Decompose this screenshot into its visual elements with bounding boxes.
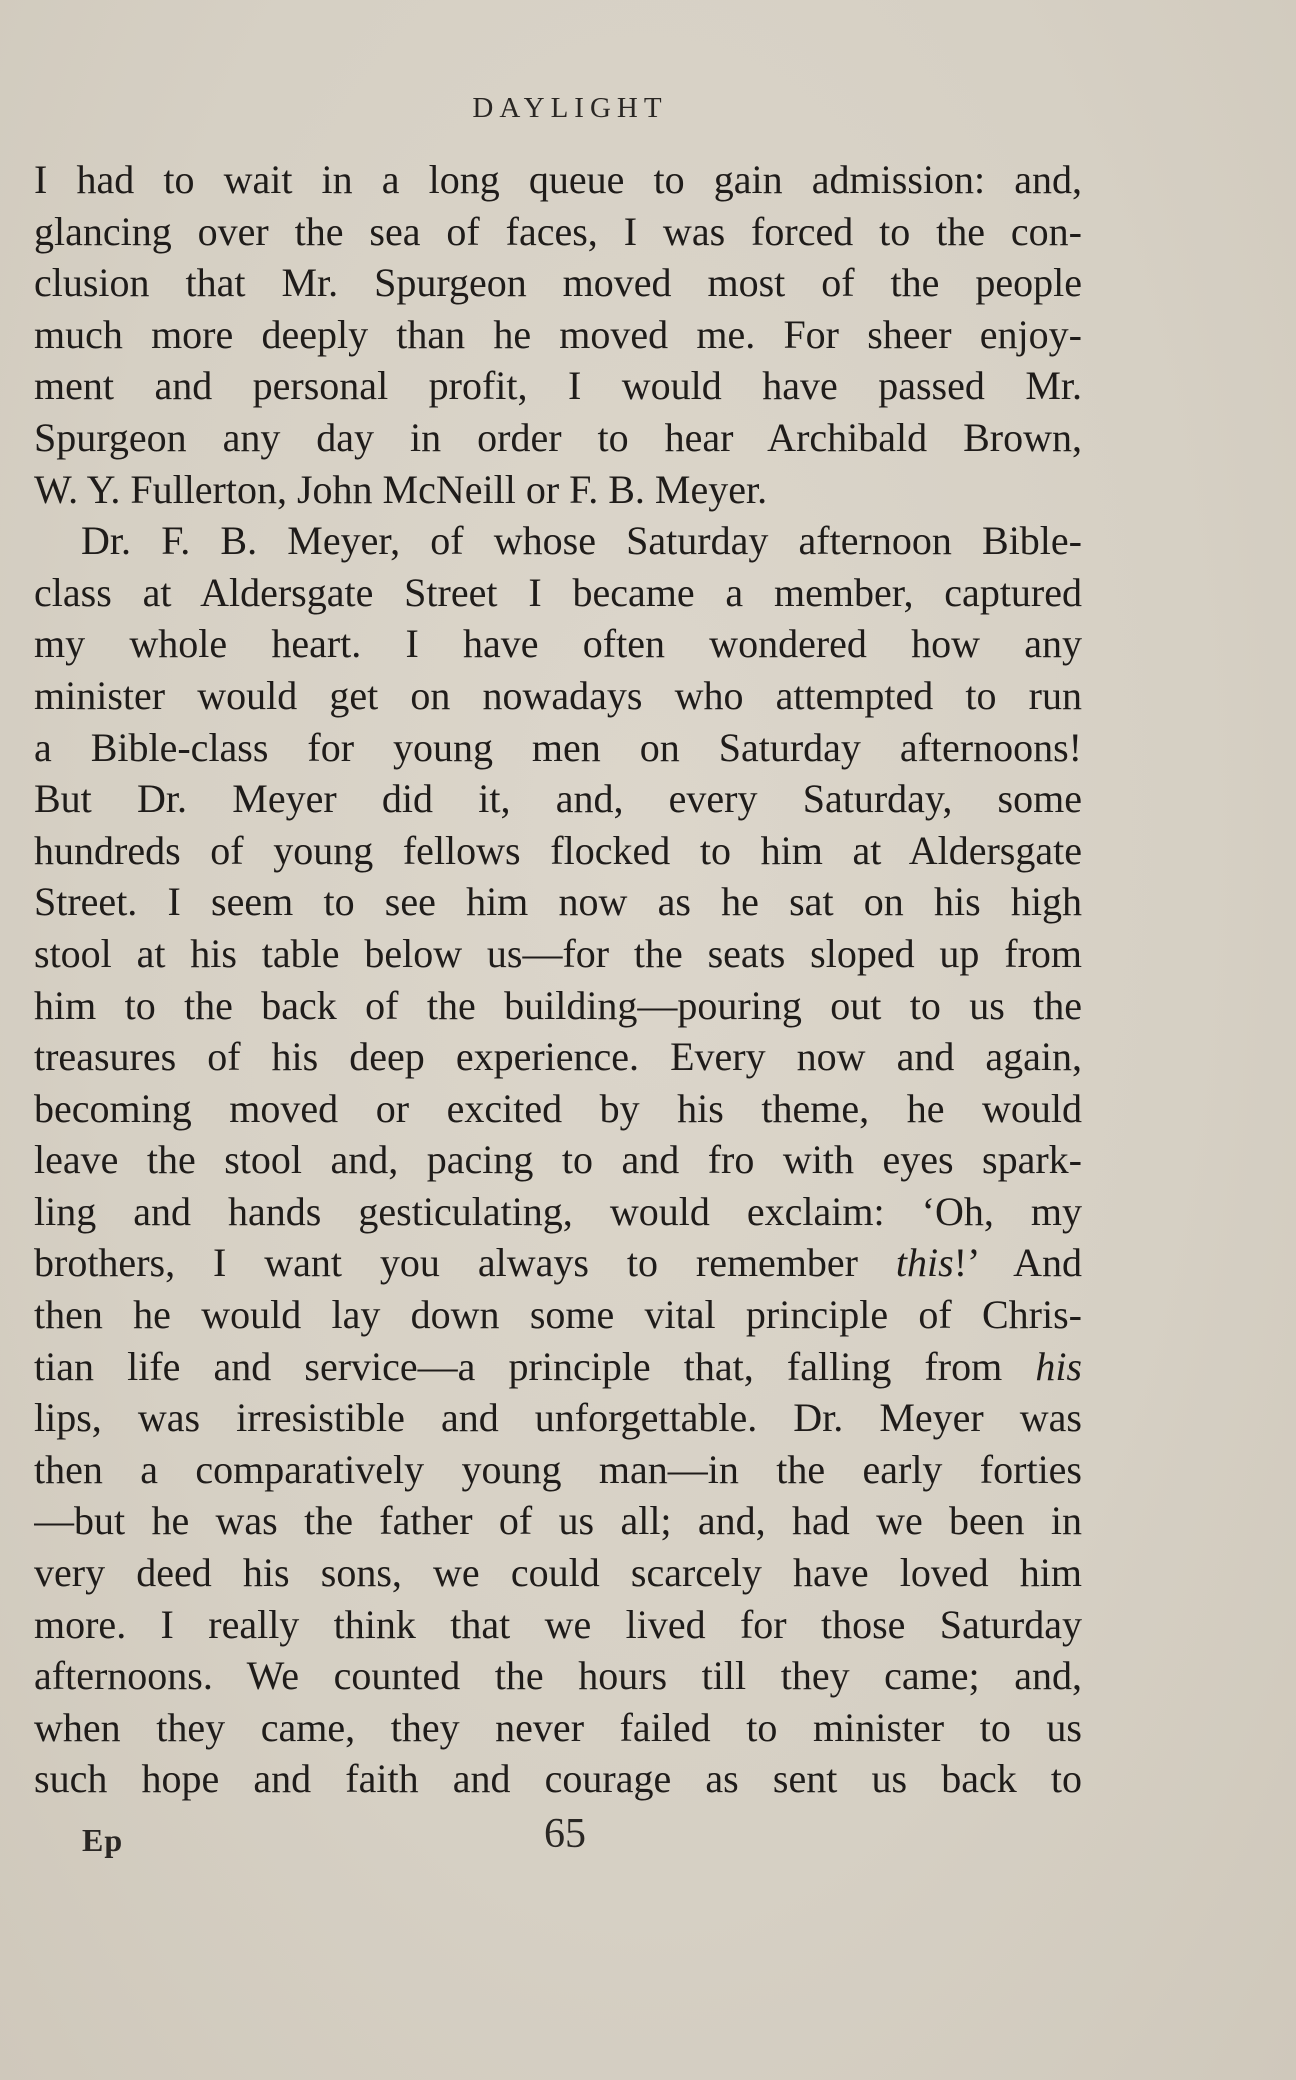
running-head: DAYLIGHT	[472, 92, 668, 124]
text-line: very deed his sons, we could scarcely have loved him	[34, 1550, 1082, 1596]
text-line: a Bible-class for young men on Saturday afternoons!	[34, 724, 1082, 770]
text-line: —but he was the father of us all; and, had we been in	[34, 1498, 1082, 1544]
text-line: becoming moved or excited by his theme, he would	[34, 1085, 1082, 1131]
text-line: treasures of his deep experience. Every now and again,	[34, 1034, 1082, 1080]
page-number: 65	[544, 1811, 586, 1857]
text-line: minister would get on nowadays who attempted to run	[34, 672, 1082, 718]
text-fragment: brothers, I want you always to remember	[34, 1240, 896, 1286]
text-line: more. I really think that we lived for those Saturday	[34, 1601, 1082, 1647]
text-line: Spurgeon any day in order to hear Archibald Brown,	[34, 414, 1082, 460]
text-line: leave the stool and, pacing to and fro with eyes spark-	[34, 1137, 1082, 1183]
text-line: then a comparatively young man—in the early forties	[34, 1446, 1082, 1492]
text-line: afternoons. We counted the hours till they came; and,	[34, 1653, 1082, 1699]
text-line: hundreds of young fellows flocked to him at Aldersgate	[34, 827, 1082, 873]
emphasis: this	[895, 1240, 954, 1286]
text-line	[34, 1237, 1082, 1289]
text-line: stool at his table below us—for the seats sloped up from	[34, 930, 1082, 976]
text-line: clusion that Mr. Spurgeon moved most of the people	[34, 260, 1082, 306]
emphasis: his	[1035, 1343, 1082, 1389]
signature-mark: Ep	[82, 1822, 124, 1858]
text-line: W. Y. Fullerton, John McNeill or F. B. Meyer.	[34, 466, 768, 512]
body-text	[34, 154, 1082, 1805]
text-line: ling and hands gesticulating, would exclaim: ‘Oh, my	[34, 1188, 1082, 1234]
text-line: But Dr. Meyer did it, and, every Saturday, some	[34, 776, 1082, 822]
text-line: him to the back of the building—pouring out to us the	[34, 982, 1082, 1028]
text-line: when they came, they never failed to minister to us	[34, 1704, 1082, 1750]
text-line: lips, was irresistible and unforgettable. Dr. Meyer was	[34, 1395, 1082, 1441]
text-line: glancing over the sea of faces, I was forced to the con-	[34, 208, 1082, 254]
text-line	[34, 1341, 1082, 1393]
text-fragment: !’ And	[953, 1240, 1082, 1286]
text-fragment: tian life and service—a principle that, falling from	[34, 1343, 1036, 1389]
text-line: my whole heart. I have often wondered how any	[34, 621, 1082, 667]
text-line: then he would lay down some vital principle of Chris-	[34, 1292, 1082, 1338]
text-line: much more deeply than he moved me. For sheer enjoy-	[34, 311, 1082, 357]
text-line: such hope and faith and courage as sent us back to	[34, 1756, 1082, 1802]
text-line: Dr. F. B. Meyer, of whose Saturday afternoon Bible-	[81, 518, 1082, 564]
text-line: ment and personal profit, I would have passed Mr.	[34, 363, 1082, 409]
text-line: class at Aldersgate Street I became a member, captured	[34, 569, 1082, 615]
text-line: I had to wait in a long queue to gain admission: and,	[34, 157, 1082, 202]
text-line: Street. I seem to see him now as he sat on his high	[34, 879, 1082, 925]
